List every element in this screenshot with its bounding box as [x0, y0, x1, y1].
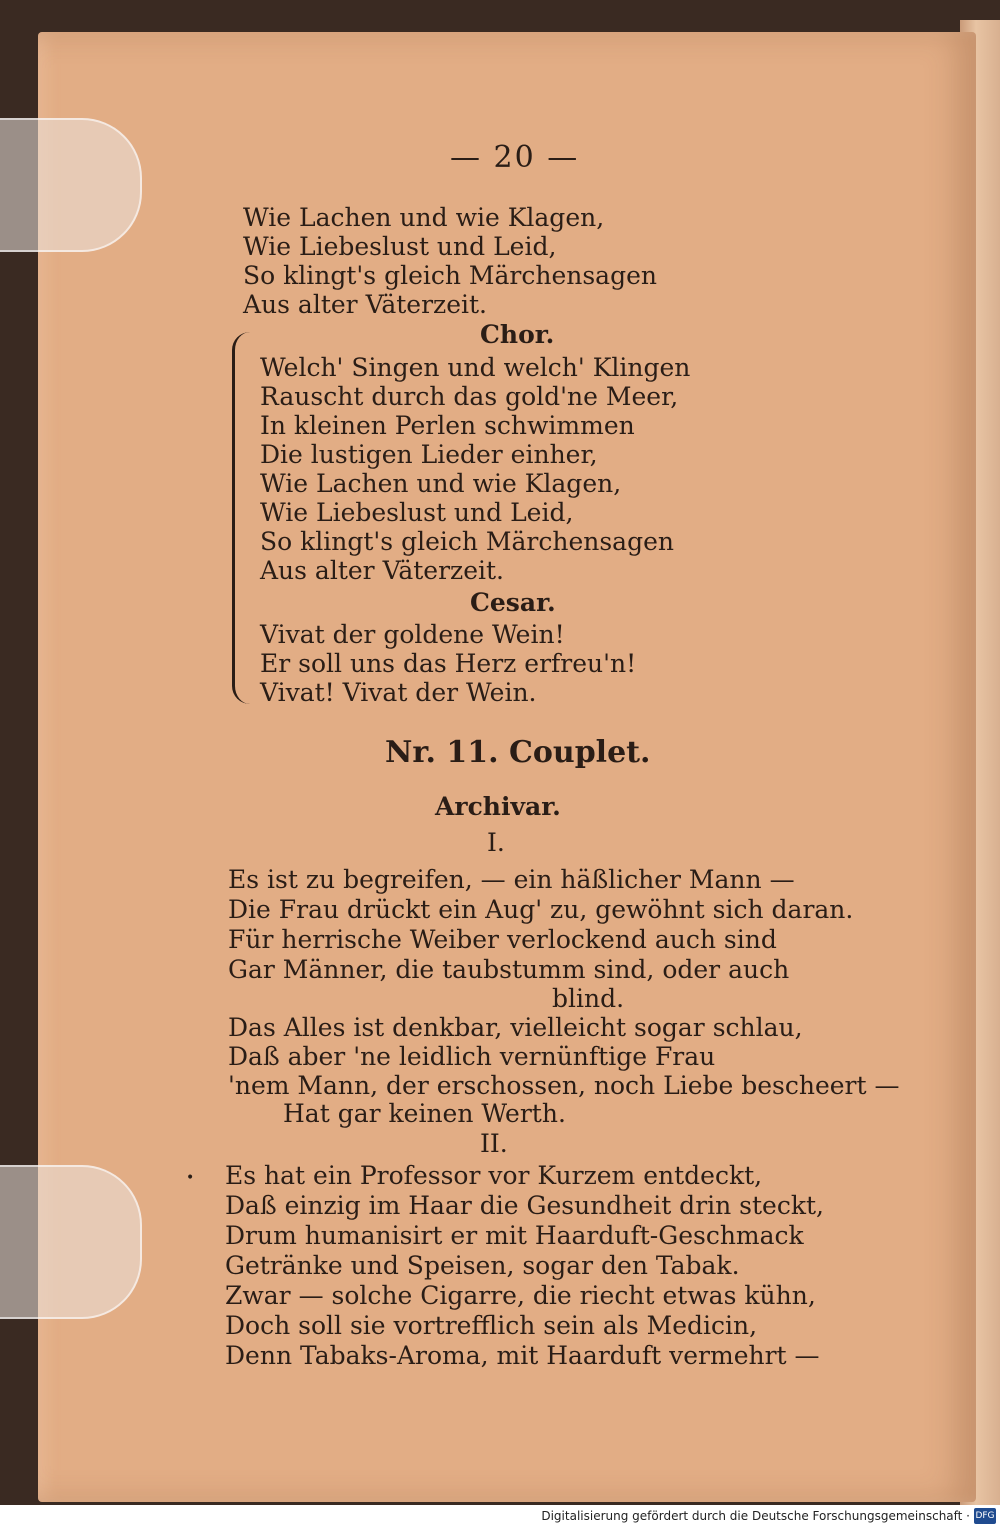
chor-line: Wie Lachen und wie Klagen,: [260, 469, 622, 498]
verse1-line: Hat gar keinen Werth.: [283, 1099, 566, 1128]
dfg-logo-icon: DFG: [974, 1508, 996, 1524]
stanza1-line: Aus alter Väterzeit.: [243, 290, 487, 319]
verse2-line: Denn Tabaks-Aroma, mit Haarduft vermehrt —: [225, 1341, 820, 1370]
cesar-heading: Cesar.: [470, 588, 556, 617]
verse2-line: Zwar — solche Cigarre, die riecht etwas kühn,: [225, 1281, 816, 1310]
page-clip-top: [0, 118, 142, 252]
verse1-line: 'nem Mann, der erschossen, noch Liebe bescheert —: [228, 1071, 900, 1100]
footer-bar: [0, 1505, 1000, 1529]
funding-notice: Digitalisierung gefördert durch die Deutsche Forschungsgemeinschaft ·: [541, 1509, 970, 1523]
verse2-line: Drum humanisirt er mit Haarduft-Geschmack: [225, 1221, 804, 1250]
verse1-line: Daß aber 'ne leidlich vernünftige Frau: [228, 1042, 716, 1071]
verse2-line: Es hat ein Professor vor Kurzem entdeckt,: [225, 1161, 763, 1190]
chor-line: In kleinen Perlen schwimmen: [260, 411, 635, 440]
chor-line: Die lustigen Lieder einher,: [260, 440, 598, 469]
verse2-line: Getränke und Speisen, sogar den Tabak.: [225, 1251, 740, 1280]
verse1-line: Es ist zu begreifen, — ein häßlicher Mann —: [228, 865, 795, 894]
verse-numeral: I.: [487, 828, 505, 857]
verse2-line: Daß einzig im Haar die Gesundheit drin steckt,: [225, 1191, 824, 1220]
cesar-line: Er soll uns das Herz erfreu'n!: [260, 649, 637, 678]
cesar-line: Vivat! Vivat der Wein.: [260, 678, 537, 707]
stanza1-line: Wie Lachen und wie Klagen,: [243, 203, 605, 232]
stanza1-line: So klingt's gleich Märchensagen: [243, 261, 657, 290]
verse1-line: blind.: [552, 984, 625, 1013]
page-number: — 20 —: [450, 140, 580, 175]
chorus-brace: [232, 332, 253, 704]
verse1-line: Gar Männer, die taubstumm sind, oder auch: [228, 955, 790, 984]
margin-mark: •: [186, 1170, 195, 1186]
chor-line: Wie Liebeslust und Leid,: [260, 498, 574, 527]
chor-line: Aus alter Väterzeit.: [260, 556, 504, 585]
page-clip-bottom: [0, 1165, 142, 1319]
chor-line: Welch' Singen und welch' Klingen: [260, 353, 691, 382]
verse1-line: Das Alles ist denkbar, vielleicht sogar schlau,: [228, 1013, 803, 1042]
stanza1-line: Wie Liebeslust und Leid,: [243, 232, 557, 261]
verse-numeral: II.: [480, 1129, 508, 1158]
speaker-name: Archivar.: [435, 792, 561, 821]
chor-line: So klingt's gleich Märchensagen: [260, 527, 674, 556]
chor-line: Rauscht durch das gold'ne Meer,: [260, 382, 679, 411]
verse2-line: Doch soll sie vortrefflich sein als Medicin,: [225, 1311, 758, 1340]
verse1-line: Für herrische Weiber verlockend auch sind: [228, 925, 777, 954]
verse1-line: Die Frau drückt ein Aug' zu, gewöhnt sich daran.: [228, 895, 854, 924]
chor-heading: Chor.: [480, 320, 555, 349]
section-title: Nr. 11. Couplet.: [385, 735, 651, 770]
cesar-line: Vivat der goldene Wein!: [260, 620, 565, 649]
